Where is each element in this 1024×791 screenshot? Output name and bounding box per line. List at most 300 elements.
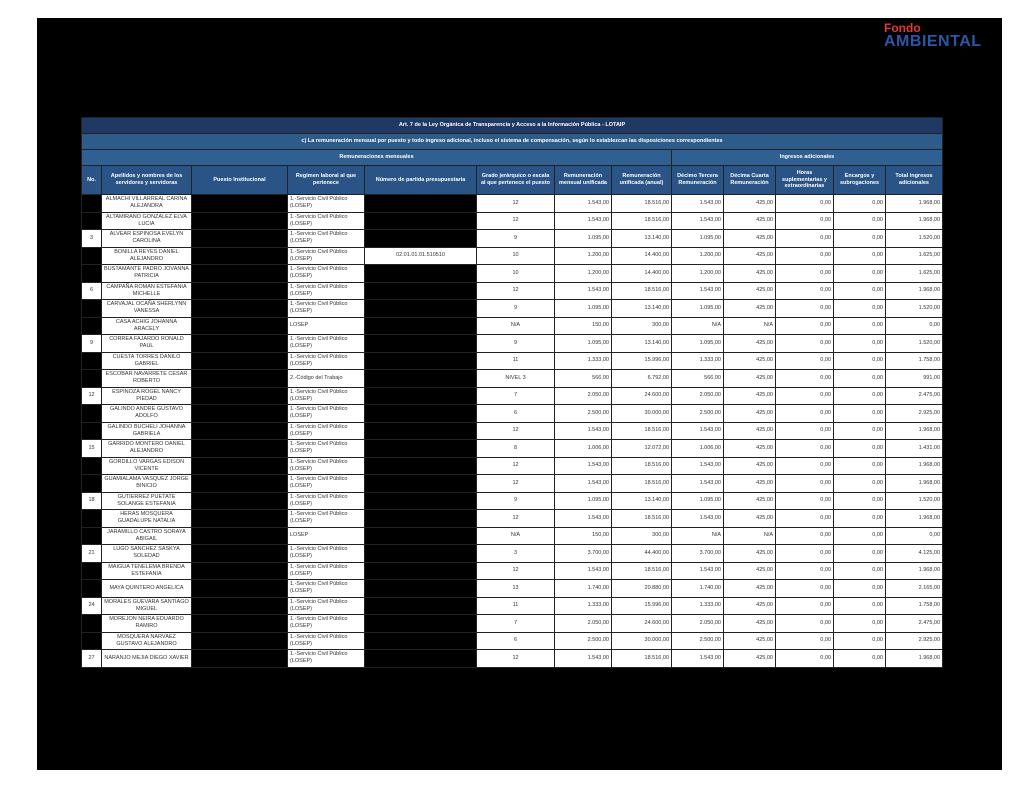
redacted-cell [192, 282, 288, 300]
cell-enc: 0,00 [834, 230, 886, 248]
cell-grado: 6 [477, 632, 555, 650]
table-subtitle: c) La remuneración mensual por puesto y todo ingreso adicional, incluso el sistema de compensación, según lo establezcan las disposiciones correspondientes [82, 134, 943, 150]
cell-name: GARRIDO MONTERO DANIEL ALEJANDRO [102, 440, 192, 458]
cell-anual: 14.400,00 [612, 247, 672, 265]
cell-partida [365, 457, 477, 475]
cell-d14: 425,00 [724, 545, 776, 563]
cell-horas: 0,00 [776, 335, 834, 353]
cell-enc: 0,00 [834, 300, 886, 318]
cell-anual: 14.400,00 [612, 265, 672, 283]
cell-grado: 13 [477, 580, 555, 598]
column-header: Encargos y subrogaciones [834, 166, 886, 195]
column-header: Remuneración mensual unificada [555, 166, 612, 195]
column-header: Horas suplementarias y extraordinarias [776, 166, 834, 195]
cell-enc: 0,00 [834, 527, 886, 545]
column-header: Puesto Institucional [192, 166, 288, 195]
cell-rmu: 2.500,00 [555, 405, 612, 423]
cell-d13: 1.543,00 [672, 212, 724, 230]
cell-name: CORREA FAJARDO RONALD PAUL [102, 335, 192, 353]
cell-enc: 0,00 [834, 650, 886, 668]
cell-name: BONILLA REYES DANIEL ALEJANDRO [102, 247, 192, 265]
table-body [82, 195, 943, 668]
cell-total: 1.520,00 [886, 300, 943, 318]
cell-anual: 18.516,00 [612, 195, 672, 213]
cell-horas: 0,00 [776, 510, 834, 528]
cell-anual: 18.516,00 [612, 650, 672, 668]
cell-no [82, 247, 102, 265]
column-header: Total ingresos adicionales [886, 166, 943, 195]
table-row [82, 317, 943, 335]
cell-partida [365, 440, 477, 458]
cell-name: GUAMIALAMA VASQUEZ JORGE BINICIO [102, 475, 192, 493]
redacted-cell [192, 440, 288, 458]
cell-rmu: 1.095,00 [555, 492, 612, 510]
cell-rmu: 3.700,00 [555, 545, 612, 563]
cell-enc: 0,00 [834, 632, 886, 650]
redacted-cell [192, 510, 288, 528]
cell-d14: 425,00 [724, 265, 776, 283]
redacted-cell [192, 387, 288, 405]
cell-anual: 44.400,00 [612, 545, 672, 563]
cell-reg: 1.-Servicio Civil Público (LOSEP) [288, 247, 365, 265]
cell-horas: 0,00 [776, 282, 834, 300]
cell-grado: 10 [477, 265, 555, 283]
cell-name: CARVAJAL OCAÑA SHERLYNN VANESSA [102, 300, 192, 318]
column-headers [82, 166, 943, 195]
cell-total: 1.431,00 [886, 440, 943, 458]
cell-grado: 9 [477, 300, 555, 318]
cell-horas: 0,00 [776, 457, 834, 475]
cell-d13: 1.543,00 [672, 650, 724, 668]
cell-no [82, 475, 102, 493]
cell-total: 1.968,00 [886, 195, 943, 213]
cell-name: BUSTAMANTE PADRO JOVANNA PATRICIA [102, 265, 192, 283]
cell-anual: 18.516,00 [612, 422, 672, 440]
cell-horas: 0,00 [776, 632, 834, 650]
cell-rmu: 1.333,00 [555, 352, 612, 370]
cell-d14: 425,00 [724, 247, 776, 265]
cell-rmu: 1.095,00 [555, 335, 612, 353]
table-row [82, 422, 943, 440]
cell-partida [365, 492, 477, 510]
cell-horas: 0,00 [776, 265, 834, 283]
cell-enc: 0,00 [834, 212, 886, 230]
cell-rmu: 1.095,00 [555, 300, 612, 318]
cell-grado: NIVEL 3 [477, 370, 555, 388]
cell-partida [365, 230, 477, 248]
cell-anual: 18.516,00 [612, 212, 672, 230]
cell-name: ALVEAR ESPINOSA EVELYN CAROLINA [102, 230, 192, 248]
cell-enc: 0,00 [834, 265, 886, 283]
cell-reg: 1.-Servicio Civil Público (LOSEP) [288, 230, 365, 248]
cell-anual: 20.880,00 [612, 580, 672, 598]
cell-name: CAMPAÑA ROMAN ESTEFANIA MICHELLE [102, 282, 192, 300]
cell-d14: 425,00 [724, 440, 776, 458]
cell-partida [365, 615, 477, 633]
redacted-cell [192, 597, 288, 615]
cell-reg: 1.-Servicio Civil Público (LOSEP) [288, 580, 365, 598]
cell-rmu: 1.740,00 [555, 580, 612, 598]
cell-anual: 15.996,00 [612, 352, 672, 370]
redacted-cell [192, 545, 288, 563]
cell-no [82, 527, 102, 545]
cell-rmu: 1.543,00 [555, 457, 612, 475]
cell-grado: 11 [477, 597, 555, 615]
redacted-cell [192, 317, 288, 335]
cell-anual: 13.140,00 [612, 300, 672, 318]
cell-horas: 0,00 [776, 545, 834, 563]
table-row [82, 282, 943, 300]
cell-no: 21 [82, 545, 102, 563]
table-row [82, 387, 943, 405]
cell-enc: 0,00 [834, 370, 886, 388]
cell-total: 1.625,00 [886, 247, 943, 265]
cell-reg: 1.-Servicio Civil Público (LOSEP) [288, 545, 365, 563]
cell-name: GALINDO ANDRE GUSTAVO ADOLFO [102, 405, 192, 423]
cell-d14: 425,00 [724, 387, 776, 405]
cell-name: ALTAMIRANO GONZALEZ ELVA LUCIA [102, 212, 192, 230]
cell-no [82, 580, 102, 598]
cell-reg: 1.-Servicio Civil Público (LOSEP) [288, 282, 365, 300]
cell-enc: 0,00 [834, 475, 886, 493]
cell-reg: 1.-Servicio Civil Público (LOSEP) [288, 457, 365, 475]
cell-name: MORALES GUEVARA SANTIAGO MIGUEL [102, 597, 192, 615]
cell-d13: 2.050,00 [672, 615, 724, 633]
cell-total: 1.520,00 [886, 335, 943, 353]
logo-line2: AMBIENTAL [884, 33, 982, 50]
cell-reg: 1.-Servicio Civil Público (LOSEP) [288, 212, 365, 230]
cell-anual: 30.000,00 [612, 632, 672, 650]
cell-no: 15 [82, 440, 102, 458]
cell-grado: 12 [477, 457, 555, 475]
cell-horas: 0,00 [776, 247, 834, 265]
cell-rmu: 1.543,00 [555, 650, 612, 668]
cell-partida [365, 580, 477, 598]
cell-d13: 566,00 [672, 370, 724, 388]
cell-d14: N/A [724, 527, 776, 545]
cell-partida [365, 422, 477, 440]
cell-anual: 6.792,00 [612, 370, 672, 388]
redacted-cell [192, 370, 288, 388]
cell-name: GORDILLO VARGAS EDISON VICENTE [102, 457, 192, 475]
cell-enc: 0,00 [834, 282, 886, 300]
cell-reg: 2.-Código del Trabajo [288, 370, 365, 388]
cell-total: 1.758,00 [886, 352, 943, 370]
cell-no [82, 352, 102, 370]
cell-name: MAYA QUINTERO ANGELICA [102, 580, 192, 598]
column-header: Décimo Tercera Remuneración [672, 166, 724, 195]
cell-enc: 0,00 [834, 352, 886, 370]
cell-d14: 425,00 [724, 212, 776, 230]
cell-enc: 0,00 [834, 335, 886, 353]
cell-total: 4.125,00 [886, 545, 943, 563]
cell-total: 1.520,00 [886, 230, 943, 248]
cell-total: 1.758,00 [886, 597, 943, 615]
cell-horas: 0,00 [776, 562, 834, 580]
cell-enc: 0,00 [834, 597, 886, 615]
cell-horas: 0,00 [776, 195, 834, 213]
cell-horas: 0,00 [776, 230, 834, 248]
cell-horas: 0,00 [776, 615, 834, 633]
table-row [82, 597, 943, 615]
cell-anual: 18.516,00 [612, 282, 672, 300]
cell-rmu: 1.543,00 [555, 195, 612, 213]
cell-d14: 425,00 [724, 335, 776, 353]
cell-reg: LOSEP [288, 527, 365, 545]
salary-table [81, 117, 943, 668]
cell-reg: 1.-Servicio Civil Público (LOSEP) [288, 195, 365, 213]
cell-no: 18 [82, 492, 102, 510]
cell-d13: 1.095,00 [672, 300, 724, 318]
cell-enc: 0,00 [834, 247, 886, 265]
cell-d13: N/A [672, 527, 724, 545]
cell-d14: 425,00 [724, 615, 776, 633]
redacted-cell [192, 475, 288, 493]
cell-partida [365, 632, 477, 650]
cell-no [82, 457, 102, 475]
cell-reg: 1.-Servicio Civil Público (LOSEP) [288, 352, 365, 370]
cell-grado: 12 [477, 510, 555, 528]
cell-no [82, 195, 102, 213]
cell-d13: 1.095,00 [672, 230, 724, 248]
cell-d14: 425,00 [724, 475, 776, 493]
cell-name: MOREJON NEIRA EDUARDO RAMIRO [102, 615, 192, 633]
cell-d14: 425,00 [724, 352, 776, 370]
cell-anual: 12.072,00 [612, 440, 672, 458]
cell-grado: 7 [477, 387, 555, 405]
cell-anual: 24.600,00 [612, 387, 672, 405]
column-header: Regimen laboral al que pertenece [288, 166, 365, 195]
cell-grado: 12 [477, 475, 555, 493]
cell-anual: 18.516,00 [612, 475, 672, 493]
cell-partida [365, 387, 477, 405]
cell-grado: 9 [477, 230, 555, 248]
cell-no [82, 265, 102, 283]
cell-enc: 0,00 [834, 492, 886, 510]
cell-total: 1.968,00 [886, 650, 943, 668]
cell-d14: 425,00 [724, 195, 776, 213]
cell-anual: 300,00 [612, 527, 672, 545]
cell-horas: 0,00 [776, 387, 834, 405]
cell-grado: 12 [477, 650, 555, 668]
cell-no [82, 405, 102, 423]
cell-name: ESPINOZA ROGEL NANCY PIEDAD [102, 387, 192, 405]
cell-reg: 1.-Servicio Civil Público (LOSEP) [288, 510, 365, 528]
cell-total: 2.475,00 [886, 387, 943, 405]
cell-horas: 0,00 [776, 440, 834, 458]
cell-reg: 1.-Servicio Civil Público (LOSEP) [288, 265, 365, 283]
redacted-cell [192, 230, 288, 248]
cell-anual: 30.000,00 [612, 405, 672, 423]
cell-enc: 0,00 [834, 545, 886, 563]
cell-enc: 0,00 [834, 440, 886, 458]
column-header: Grado jerárquico o escala al que pertenece el puesto [477, 166, 555, 195]
cell-no [82, 632, 102, 650]
redacted-cell [192, 457, 288, 475]
cell-grado: 6 [477, 405, 555, 423]
cell-d13: 1.543,00 [672, 195, 724, 213]
redacted-cell [192, 632, 288, 650]
cell-total: 1.968,00 [886, 562, 943, 580]
cell-name: GUTIERREZ PUETATE SOLANGE ESTEFANIA [102, 492, 192, 510]
redacted-cell [192, 335, 288, 353]
cell-rmu: 1.543,00 [555, 212, 612, 230]
cell-enc: 0,00 [834, 615, 886, 633]
cell-reg: 1.-Servicio Civil Público (LOSEP) [288, 422, 365, 440]
table-row [82, 615, 943, 633]
cell-enc: 0,00 [834, 195, 886, 213]
redacted-cell [192, 562, 288, 580]
table-row [82, 650, 943, 668]
table-title: Art. 7 de la Ley Orgánica de Transparencia y Acceso a la Información Pública - LOTAIP [82, 118, 943, 134]
cell-rmu: 1.543,00 [555, 510, 612, 528]
cell-rmu: 2.500,00 [555, 632, 612, 650]
cell-total: 1.968,00 [886, 457, 943, 475]
cell-partida [365, 352, 477, 370]
cell-no: 12 [82, 387, 102, 405]
cell-horas: 0,00 [776, 580, 834, 598]
cell-rmu: 150,00 [555, 527, 612, 545]
cell-grado: 7 [477, 615, 555, 633]
cell-grado: 10 [477, 247, 555, 265]
cell-rmu: 1.006,00 [555, 440, 612, 458]
cell-grado: 12 [477, 422, 555, 440]
cell-rmu: 2.050,00 [555, 615, 612, 633]
cell-grado: 12 [477, 195, 555, 213]
cell-enc: 0,00 [834, 510, 886, 528]
table-row [82, 562, 943, 580]
fondo-ambiental-logo [884, 22, 982, 50]
cell-reg: LOSEP [288, 317, 365, 335]
cell-total: 1.625,00 [886, 265, 943, 283]
cell-enc: 0,00 [834, 387, 886, 405]
cell-d13: 2.050,00 [672, 387, 724, 405]
cell-d14: 425,00 [724, 370, 776, 388]
cell-d14: 425,00 [724, 300, 776, 318]
redacted-cell [192, 195, 288, 213]
cell-no [82, 300, 102, 318]
cell-total: 991,00 [886, 370, 943, 388]
cell-reg: 1.-Servicio Civil Público (LOSEP) [288, 597, 365, 615]
group-monthly: Remuneraciones mensuales [82, 150, 672, 166]
redacted-cell [192, 247, 288, 265]
cell-name: LUGO SANCHEZ SASKYA SOLEDAD [102, 545, 192, 563]
cell-rmu: 566,00 [555, 370, 612, 388]
cell-partida [365, 370, 477, 388]
table-row [82, 212, 943, 230]
cell-d14: 425,00 [724, 632, 776, 650]
cell-partida [365, 317, 477, 335]
cell-no [82, 615, 102, 633]
cell-total: 1.520,00 [886, 492, 943, 510]
cell-d13: 3.700,00 [672, 545, 724, 563]
cell-rmu: 1.543,00 [555, 562, 612, 580]
cell-no [82, 422, 102, 440]
cell-partida [365, 282, 477, 300]
cell-horas: 0,00 [776, 597, 834, 615]
cell-enc: 0,00 [834, 457, 886, 475]
cell-horas: 0,00 [776, 300, 834, 318]
cell-anual: 24.600,00 [612, 615, 672, 633]
cell-enc: 0,00 [834, 422, 886, 440]
cell-d13: 1.543,00 [672, 510, 724, 528]
cell-d14: 425,00 [724, 422, 776, 440]
cell-rmu: 1.543,00 [555, 282, 612, 300]
cell-total: 1.968,00 [886, 422, 943, 440]
group-additional: Ingresos adicionales [672, 150, 943, 166]
cell-no [82, 317, 102, 335]
cell-horas: 0,00 [776, 212, 834, 230]
cell-anual: 18.516,00 [612, 562, 672, 580]
cell-no: 24 [82, 597, 102, 615]
cell-grado: 11 [477, 352, 555, 370]
cell-d13: 1.543,00 [672, 562, 724, 580]
cell-anual: 300,00 [612, 317, 672, 335]
cell-partida [365, 650, 477, 668]
column-header: Número de partida presupuestaria [365, 166, 477, 195]
table-row [82, 300, 943, 318]
table-row [82, 632, 943, 650]
table-row [82, 230, 943, 248]
cell-grado: 12 [477, 282, 555, 300]
cell-horas: 0,00 [776, 650, 834, 668]
cell-d13: 1.740,00 [672, 580, 724, 598]
cell-no: 27 [82, 650, 102, 668]
table-row [82, 492, 943, 510]
cell-anual: 18.516,00 [612, 457, 672, 475]
cell-enc: 0,00 [834, 405, 886, 423]
cell-horas: 0,00 [776, 405, 834, 423]
cell-reg: 1.-Servicio Civil Público (LOSEP) [288, 615, 365, 633]
cell-reg: 1.-Servicio Civil Público (LOSEP) [288, 300, 365, 318]
cell-no [82, 510, 102, 528]
cell-d13: 1.006,00 [672, 440, 724, 458]
cell-d14: 425,00 [724, 405, 776, 423]
column-header: Décima Cuarta Remuneración [724, 166, 776, 195]
cell-total: 2.475,00 [886, 615, 943, 633]
cell-name: JARAMILLO CASTRO SORAYA ABIGAIL [102, 527, 192, 545]
table-row [82, 335, 943, 353]
cell-rmu: 1.543,00 [555, 475, 612, 493]
cell-grado: N/A [477, 527, 555, 545]
cell-d13: 2.500,00 [672, 632, 724, 650]
cell-reg: 1.-Servicio Civil Público (LOSEP) [288, 405, 365, 423]
cell-d13: 1.333,00 [672, 352, 724, 370]
cell-anual: 15.996,00 [612, 597, 672, 615]
cell-name: CUESTA TORRES DANILO GABRIEL [102, 352, 192, 370]
cell-name: ALMACHI VILLARREAL CARINA ALEJANDRA [102, 195, 192, 213]
cell-rmu: 1.095,00 [555, 230, 612, 248]
cell-grado: N/A [477, 317, 555, 335]
table-row [82, 247, 943, 265]
cell-horas: 0,00 [776, 492, 834, 510]
cell-partida [365, 527, 477, 545]
cell-d13: 1.200,00 [672, 265, 724, 283]
table-row [82, 475, 943, 493]
cell-d13: N/A [672, 317, 724, 335]
redacted-cell [192, 422, 288, 440]
cell-horas: 0,00 [776, 317, 834, 335]
column-header: Apellidos y nombres de los servidores y servidoras [102, 166, 192, 195]
cell-reg: 1.-Servicio Civil Público (LOSEP) [288, 387, 365, 405]
table-row [82, 545, 943, 563]
cell-partida [365, 300, 477, 318]
cell-grado: 3 [477, 545, 555, 563]
cell-name: ESCOBAR NAVARRETE CESAR ROBERTO [102, 370, 192, 388]
cell-rmu: 1.543,00 [555, 422, 612, 440]
cell-total: 2.925,00 [886, 405, 943, 423]
cell-total: 1.968,00 [886, 475, 943, 493]
